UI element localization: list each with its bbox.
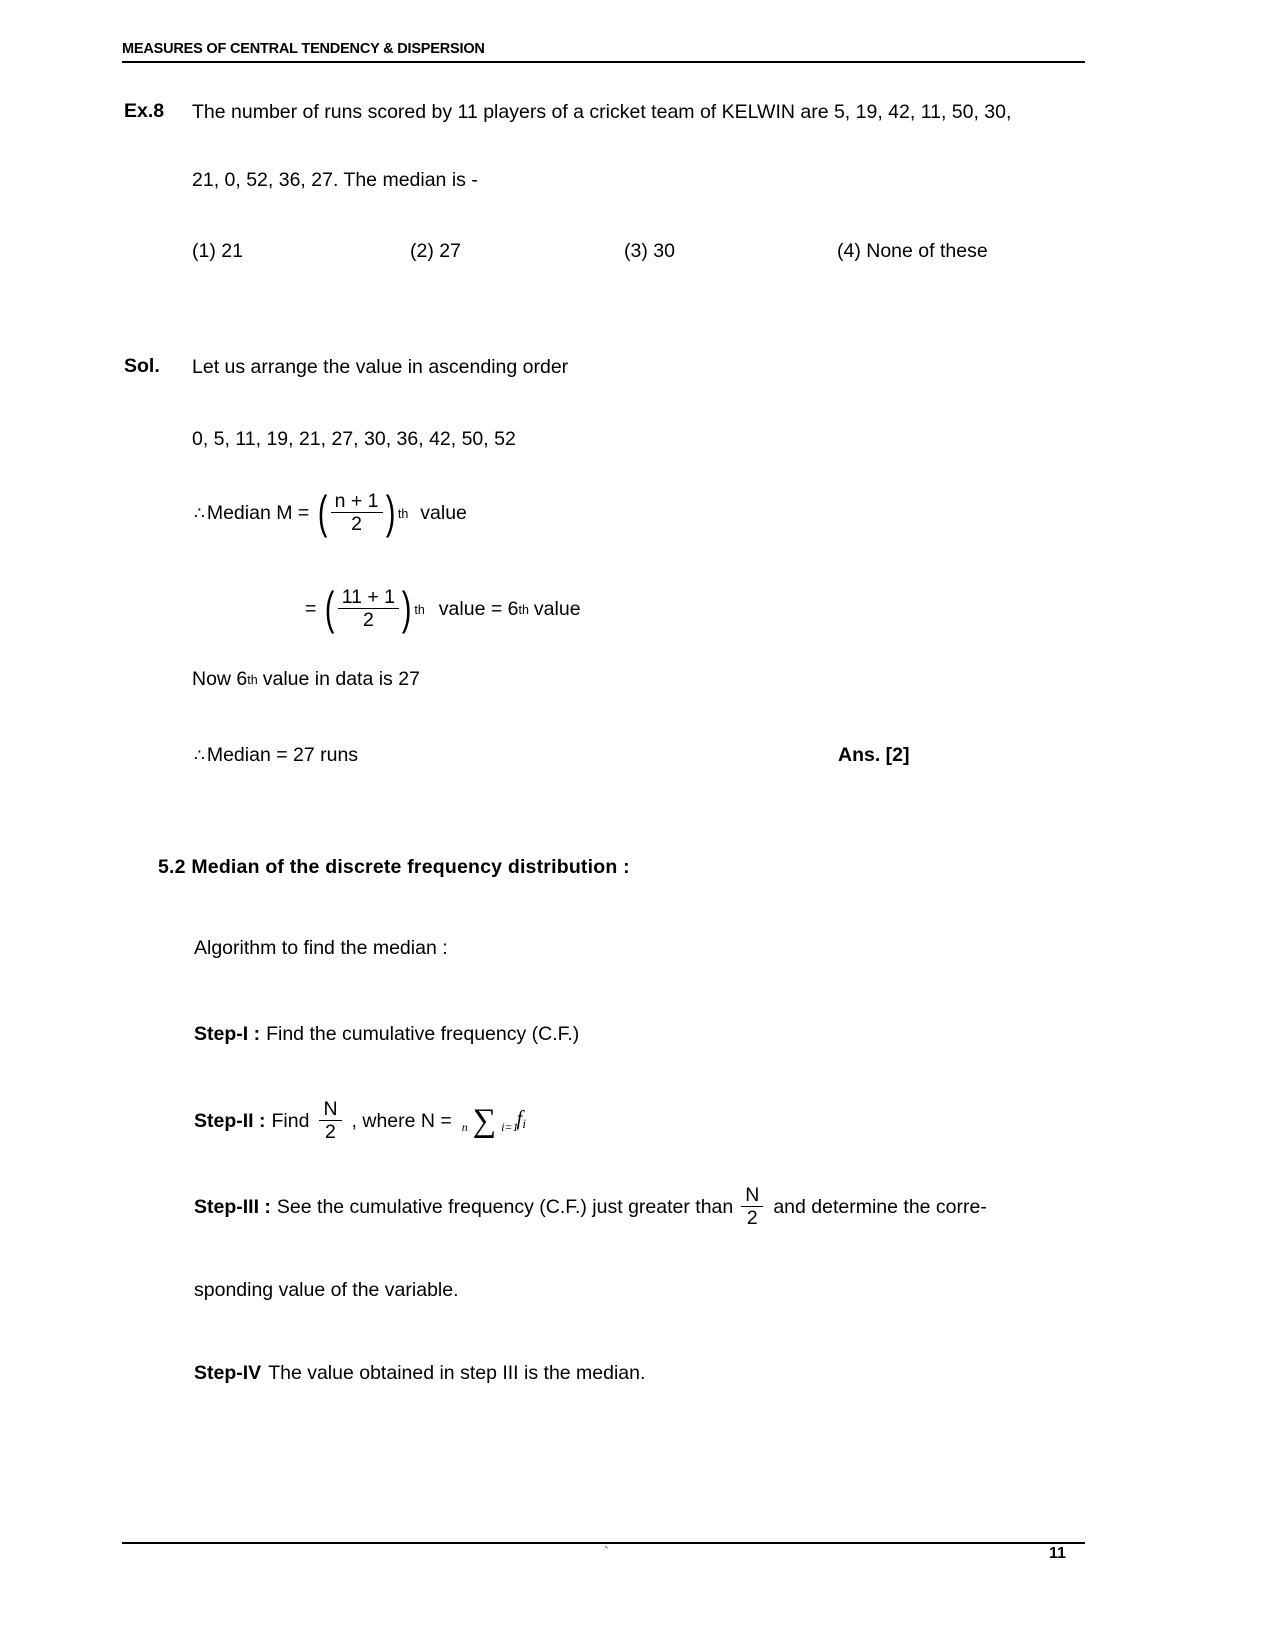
step-2-text-pre: Find xyxy=(271,1110,310,1133)
median-result-line xyxy=(194,744,358,767)
summation-upper-limit: n xyxy=(461,1119,468,1134)
fraction-denominator: 2 xyxy=(746,1207,758,1230)
fraction-n-over-2-step3 xyxy=(741,1185,763,1229)
option-4[interactable]: (4) None of these xyxy=(837,240,988,262)
summation-term-subscript: i xyxy=(522,1115,526,1131)
section-heading-5-2: 5.2 Median of the discrete frequency distribution : xyxy=(158,856,630,878)
fraction-denominator: 2 xyxy=(351,513,362,536)
summation-symbol xyxy=(461,1102,519,1139)
value-equals-sixth: value = 6 xyxy=(438,598,519,621)
right-paren-1: ) xyxy=(385,486,395,539)
now-sixth-post: value in data is 27 xyxy=(262,668,420,690)
step-3-text-post: and determine the corre- xyxy=(773,1196,987,1219)
therefore-symbol-1: ∴ xyxy=(194,503,205,523)
fraction-11-plus-1-over-2 xyxy=(338,587,399,631)
footer-page-number: 11 xyxy=(1049,1545,1066,1562)
fraction-n-plus-1-over-2 xyxy=(331,491,383,535)
step-3-label: Step-III : xyxy=(194,1196,271,1219)
now-sixth-pre: Now 6 xyxy=(192,668,248,690)
option-1[interactable]: (1) 21 xyxy=(192,240,243,262)
page-header xyxy=(122,42,1085,63)
value-word-2: value xyxy=(533,598,581,621)
summation-lower-limit: i=1 xyxy=(501,1119,519,1134)
step-4-line xyxy=(194,1362,645,1385)
step-3-line xyxy=(194,1186,1089,1230)
median-formula-lhs: Median M = xyxy=(206,502,310,525)
median-formula-general xyxy=(194,486,467,539)
option-3[interactable]: (3) 30 xyxy=(624,240,675,262)
fraction-numerator: N xyxy=(319,1099,341,1121)
left-paren-2: ( xyxy=(325,582,335,635)
step-2-line xyxy=(194,1100,528,1144)
question-line-2: 21, 0, 52, 36, 27. The median is - xyxy=(192,169,478,191)
fraction-numerator: n + 1 xyxy=(331,491,383,513)
solution-line-1: Let us arrange the value in ascending order xyxy=(192,356,569,378)
median-formula-substituted xyxy=(305,582,581,635)
solution-label: Sol. xyxy=(124,355,160,377)
step-4-text: The value obtained in step III is the median. xyxy=(268,1362,646,1384)
equals-sign-2: = xyxy=(305,598,317,621)
header-divider xyxy=(122,61,1085,63)
therefore-symbol-2: ∴ xyxy=(194,745,205,765)
ordinal-superscript-3: th xyxy=(518,602,529,617)
question-line-1: The number of runs scored by 11 players of a cricket team of KELWIN are 5, 19, 42, 11, 50, 30, xyxy=(192,101,1012,123)
step-1-text: Find the cumulative frequency (C.F.) xyxy=(266,1023,580,1045)
ordinal-superscript-2: th xyxy=(414,602,425,617)
footer-mark: ` xyxy=(604,1544,609,1561)
summation-term-base: f xyxy=(516,1105,523,1130)
sorted-data-line: 0, 5, 11, 19, 21, 27, 30, 36, 42, 50, 52 xyxy=(192,428,516,450)
now-sixth-value-line xyxy=(192,668,420,691)
example-label: Ex.8 xyxy=(124,100,165,122)
option-2[interactable]: (2) 27 xyxy=(410,240,461,262)
right-paren-2: ) xyxy=(401,582,412,635)
fraction-numerator: 11 + 1 xyxy=(338,587,399,609)
options-row xyxy=(192,240,1092,268)
answer-tag: Ans. [2] xyxy=(838,744,910,766)
header-title: MEASURES OF CENTRAL TENDENCY & DISPERSION xyxy=(122,41,485,57)
fraction-numerator: N xyxy=(741,1185,763,1207)
ordinal-superscript-1: th xyxy=(397,506,409,521)
left-paren-1: ( xyxy=(318,486,328,539)
fraction-n-over-2-step2 xyxy=(319,1099,341,1143)
step-1-line xyxy=(194,1023,579,1046)
median-result-text: Median = 27 runs xyxy=(206,744,359,766)
algorithm-intro: Algorithm to find the median : xyxy=(194,937,448,959)
step-3-wrap-line: sponding value of the variable. xyxy=(194,1279,459,1301)
step-4-label: Step-IV xyxy=(194,1362,262,1384)
sigma-glyph-icon: ∑ xyxy=(472,1102,497,1139)
value-word-1: value xyxy=(420,502,467,525)
step-2-text-mid: , where N = xyxy=(351,1110,452,1133)
fraction-denominator: 2 xyxy=(325,1121,336,1144)
step-3-text-pre: See the cumulative frequency (C.F.) just greater than xyxy=(276,1196,734,1219)
step-2-label: Step-II : xyxy=(194,1110,266,1133)
fraction-denominator: 2 xyxy=(362,609,374,632)
summation-term xyxy=(517,1106,526,1132)
step-1-label: Step-I : xyxy=(194,1023,261,1045)
ordinal-superscript-4: th xyxy=(247,672,258,687)
